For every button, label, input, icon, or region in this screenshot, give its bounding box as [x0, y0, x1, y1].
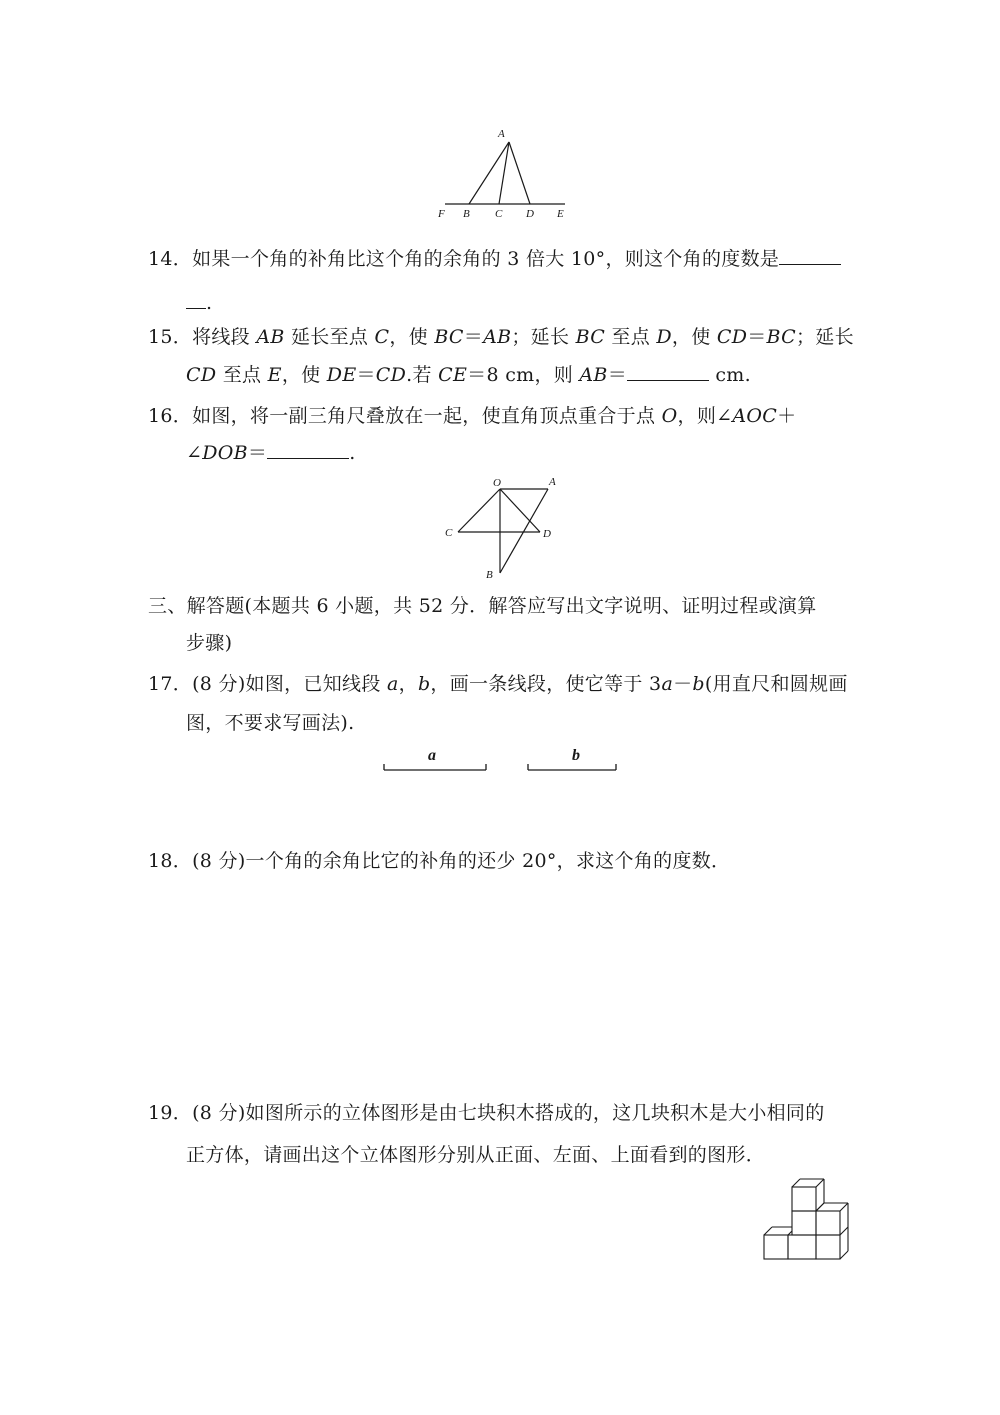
text: .若 [406, 364, 439, 386]
math-var: a [661, 673, 674, 695]
text: (用直尺和圆规画 [704, 673, 848, 695]
figure-cube-stack [760, 1175, 855, 1270]
math-var: AOC [732, 405, 778, 427]
question-14 [148, 246, 841, 271]
text: ；延长 [796, 326, 854, 348]
text: 至点 [216, 364, 268, 386]
label-b: B [463, 208, 470, 220]
text: ， [398, 673, 418, 695]
label-d: D [526, 208, 534, 220]
label-a: A [549, 476, 556, 488]
text: ＝ [747, 326, 767, 348]
question-15-continued [186, 362, 751, 387]
answer-blank[interactable] [267, 440, 349, 459]
text: ，使 [671, 326, 717, 348]
math-var: a [386, 673, 399, 695]
math-var: O [661, 405, 678, 427]
math-var: BC [434, 326, 464, 348]
question-19 [148, 1101, 825, 1125]
text: 如图，将一副三角尺叠放在一起，使直角顶点重合于点 [192, 405, 662, 427]
answer-blank[interactable] [627, 362, 709, 381]
text: . [349, 442, 356, 464]
question-number: 14． [148, 248, 193, 270]
text: ＝ [463, 326, 484, 348]
label-b: B [486, 569, 493, 581]
math-var: DE [326, 364, 357, 386]
label-o: O [493, 477, 501, 489]
text: ，画一条线段，使它等于 3 [430, 673, 662, 695]
label-f: F [438, 208, 445, 220]
question-text: (8 分)一个角的余角比它的补角的还少 20°，求这个角的度数． [192, 850, 731, 872]
text: ∠ [186, 442, 203, 464]
answer-blank-continued[interactable] [186, 290, 206, 309]
figure-set-squares [440, 475, 565, 585]
question-number: 17． [148, 673, 193, 695]
text: 至点 [605, 326, 657, 348]
math-var: CD [186, 364, 217, 386]
question-17-continued: 图，不要求写画法). [186, 712, 355, 734]
math-var: DOB [202, 442, 248, 464]
label-d: D [543, 528, 551, 540]
label-c: C [445, 527, 453, 539]
question-17 [148, 672, 848, 696]
question-number: 16． [148, 405, 193, 427]
question-18 [148, 849, 730, 873]
question-16-continued [186, 440, 356, 465]
math-var: AB [579, 364, 608, 386]
question-number: 18． [148, 850, 193, 872]
question-text: (8 分)如图所示的立体图形是由七块积木搭成的，这几块积木是大小相同的 [192, 1102, 825, 1124]
math-var: b [417, 673, 431, 695]
math-var: CD [716, 326, 748, 348]
math-var: E [267, 364, 282, 386]
label-a: A [498, 128, 505, 140]
question-15 [148, 325, 854, 349]
figure-triangle-abcde [435, 128, 575, 223]
text: ；延长 [511, 326, 576, 348]
text: (8 分)如图，已知线段 [192, 673, 387, 695]
text: ＋ [777, 405, 797, 427]
section-3-heading: 三、解答题(本题共 6 小题，共 52 分．解答应写出文字说明、证明过程或演算 [148, 595, 817, 617]
math-var: AB [483, 326, 512, 348]
math-var: b [692, 673, 705, 695]
question-16 [148, 404, 796, 428]
text: ，使 [389, 326, 435, 348]
text: 将线段 [192, 326, 257, 348]
math-var: AB [256, 326, 285, 348]
text: ＝8 cm，则 [467, 364, 580, 386]
text: 延长至点 [284, 326, 375, 348]
question-tail: . [206, 292, 213, 314]
math-var: BC [766, 326, 796, 348]
text: ，则∠ [677, 405, 733, 427]
question-number: 15． [148, 326, 193, 348]
question-text: 如果一个角的补角比这个角的余角的 3 倍大 10°，则这个角的度数是 [192, 248, 780, 270]
unit-text: cm. [709, 364, 751, 386]
math-var: CD [375, 364, 407, 386]
figure-segments-a-b [378, 742, 623, 777]
text: ＝ [356, 364, 376, 386]
text: ＝ [247, 442, 268, 464]
segment-b-label: b [572, 747, 580, 764]
text: ，使 [281, 364, 327, 386]
answer-blank[interactable] [779, 246, 841, 265]
math-var: D [656, 326, 672, 348]
segment-a-label: a [428, 747, 436, 764]
question-14-continued [186, 290, 212, 315]
math-var: C [374, 326, 390, 348]
label-e: E [557, 208, 564, 220]
math-var: CE [438, 364, 468, 386]
text: － [673, 673, 693, 695]
text: ＝ [607, 364, 628, 386]
label-c: C [495, 208, 503, 220]
question-19-continued: 正方体，请画出这个立体图形分别从正面、左面、上面看到的图形． [186, 1144, 766, 1166]
section-3-heading-continued: 步骤) [186, 632, 233, 654]
question-number: 19． [148, 1102, 193, 1124]
math-var: BC [575, 326, 606, 348]
